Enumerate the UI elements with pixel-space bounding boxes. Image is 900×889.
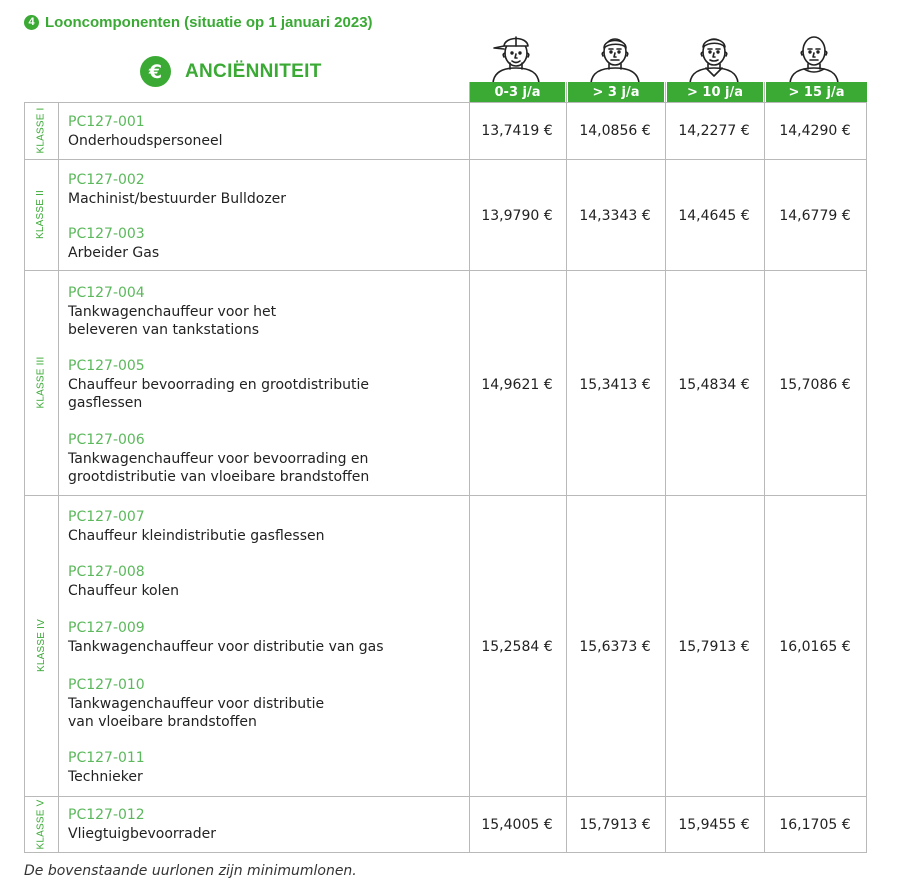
wage-value: 14,6779 € [779,208,851,224]
job-entry [68,563,463,600]
wage-value: 16,0165 € [779,639,851,655]
wage-value: 15,7086 € [779,377,851,393]
column-header: 0-3 j/a [470,82,565,102]
column-header: > 15 j/a [766,82,867,102]
column-divider [665,82,666,853]
wage-value: 15,6373 € [579,639,651,655]
klasse-label: KLASSE I [35,107,47,154]
wage-value: 15,3413 € [579,377,651,393]
job-entry [68,225,463,262]
job-entry [68,431,463,487]
job-code: PC127-005 [68,358,145,374]
section-heading [140,56,322,87]
job-code: PC127-004 [68,285,145,301]
table-border [24,852,867,853]
footnote: De bovenstaande uurlonen zijn minimumlonen. [24,863,357,879]
klasse-label: KLASSE V [35,799,47,849]
table-border [866,102,867,853]
page-title-text: Looncomponenten (situatie op 1 januari 2023) [45,13,373,31]
job-entry [68,284,463,340]
wage-value: 15,7913 € [678,639,750,655]
wage-value: 15,4005 € [481,817,553,833]
job-description: Onderhoudspersoneel [68,132,223,149]
wage-value: 15,4834 € [678,377,750,393]
step-number-badge: 4 [24,15,39,30]
job-code: PC127-001 [68,114,145,130]
wage-value: 15,7913 € [579,817,651,833]
job-description: Chauffeur kleindistributie gasflessen [68,527,325,544]
row-divider [24,796,867,797]
wage-value: 14,3343 € [579,208,651,224]
euro-icon: € [140,56,171,87]
worker-icon [585,33,645,83]
row-divider [24,159,867,160]
klasse-label: KLASSE IV [35,619,47,672]
job-description: Technieker [68,768,143,785]
column-header: > 10 j/a [667,82,763,102]
job-description: Chauffeur bevoorrading en grootdistributie gasflessen [68,376,370,411]
job-code: PC127-003 [68,226,145,242]
section-label: ANCIËNNITEIT [185,60,322,82]
job-description: Machinist/bestuurder Bulldozer [68,190,287,207]
table-border [24,102,867,103]
job-code: PC127-009 [68,620,145,636]
klasse-label: KLASSE III [35,356,47,409]
job-entry [68,749,463,786]
wage-value: 15,2584 € [481,639,553,655]
job-description: Tankwagenchauffeur voor distributie van gas [68,638,384,655]
wage-value: 13,7419 € [481,123,553,139]
column-divider [764,82,765,853]
job-entry [68,676,463,732]
job-description: Tankwagenchauffeur voor het beleveren van tankstations [68,303,277,338]
wage-value: 14,0856 € [579,123,651,139]
wage-value: 13,9790 € [481,208,553,224]
job-entry [68,171,463,208]
column-divider [566,82,567,853]
column-divider [58,102,59,853]
job-description: Vliegtuigbevoorrader [68,825,217,842]
job-description: Chauffeur kolen [68,582,179,599]
job-code: PC127-012 [68,807,145,823]
page-title [24,11,373,33]
job-entry [68,508,463,545]
job-code: PC127-002 [68,172,145,188]
job-code: PC127-010 [68,677,145,693]
job-description: Tankwagenchauffeur voor bevoorrading en grootdistributie van vloeibare brandstoffen [68,450,370,485]
job-entry [68,619,463,656]
column-divider [469,82,470,853]
job-code: PC127-011 [68,750,145,766]
young-worker-cap-icon [486,33,546,83]
job-code: PC127-006 [68,432,145,448]
job-entry [68,113,463,150]
wage-value: 15,9455 € [678,817,750,833]
job-entry [68,806,463,843]
bald-worker-icon [784,33,844,83]
klasse-label: KLASSE II [35,189,47,240]
row-divider [24,270,867,271]
column-header: > 3 j/a [568,82,664,102]
job-code: PC127-008 [68,564,145,580]
job-description: Arbeider Gas [68,244,160,261]
wage-value: 14,2277 € [678,123,750,139]
row-divider [24,495,867,496]
job-description: Tankwagenchauffeur voor distributie van vloeibare brandstoffen [68,695,325,730]
worker-collar-icon [684,33,744,83]
wage-value: 14,4645 € [678,208,750,224]
job-code: PC127-007 [68,509,145,525]
job-entry [68,357,463,413]
wage-value: 16,1705 € [779,817,851,833]
wage-value: 14,9621 € [481,377,553,393]
wage-value: 14,4290 € [779,123,851,139]
